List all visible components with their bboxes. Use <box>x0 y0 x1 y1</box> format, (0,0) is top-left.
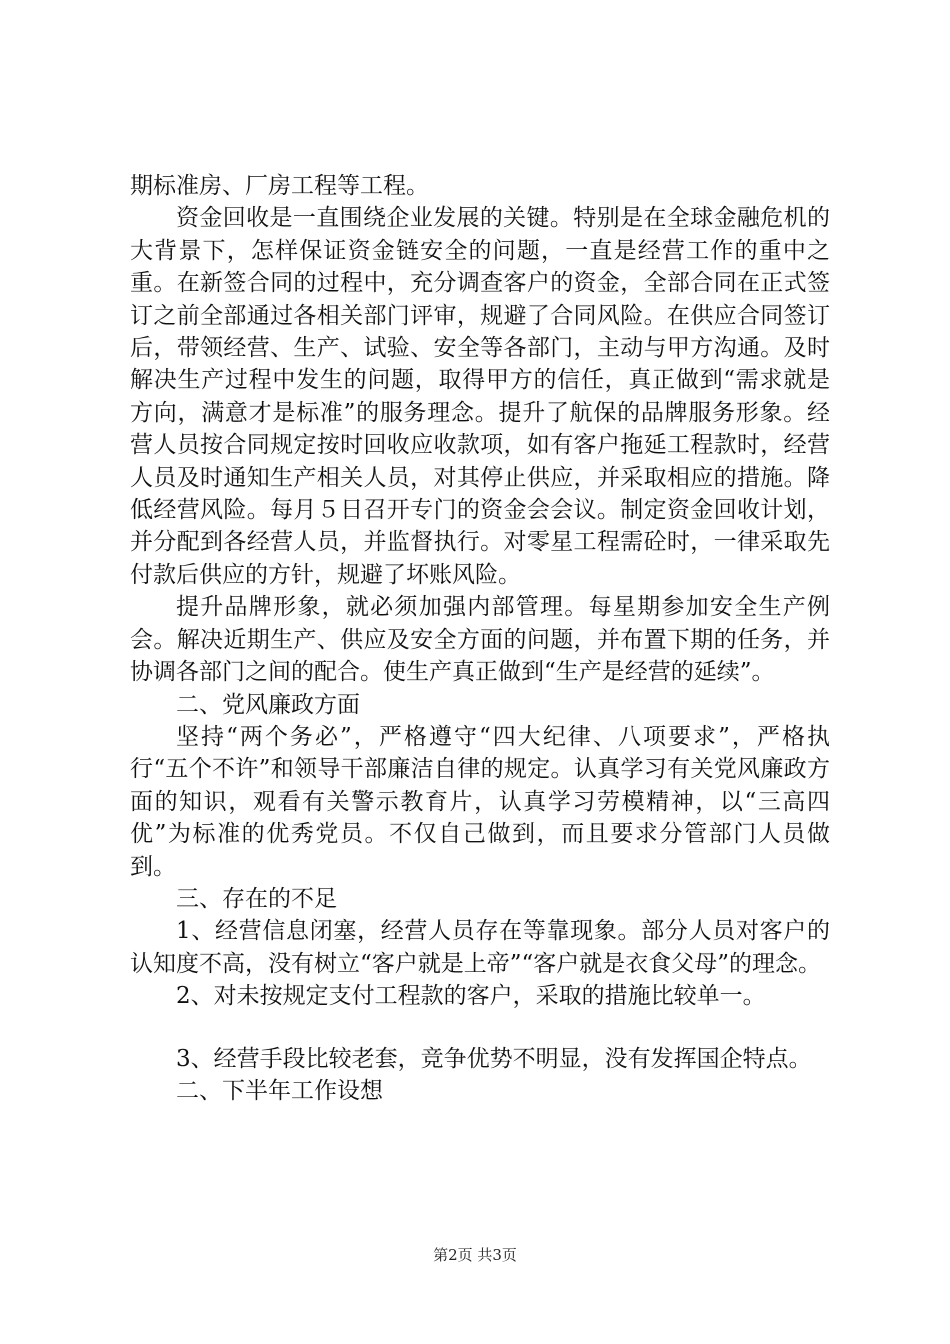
paragraph: 提升品牌形象，就必须加强内部管理。每星期参加安全生产例会。解决近期生产、供应及安全方面的问题，并布置下期的任务，并协调各部门之间的配合。使生产真正做到“生产是经营的延续”。 <box>130 594 830 686</box>
paragraph: 坚持“两个务必”，严格遵守“四大纪律、八项要求”，严格执行“五个不许”和领导干部廉洁自律的规定。认真学习有关党风廉政方面的知识，观看有关警示教育片，认真学习劳模精神，以“三高四优”为标准的优秀党员。不仅自己做到，而且要求分管部门人员做到。 <box>130 723 830 880</box>
paragraph: 资金回收是一直围绕企业发展的关键。特别是在全球金融危机的大背景下，怎样保证资金链安全的问题，一直是经营工作的重中之重。在新签合同的过程中，充分调查客户的资金，全部合同在正式签订之前全部通过各相关部门评审，规避了合同风险。在供应合同签订后，带领经营、生产、试验、安全等各部门，主动与甲方沟通。及时解决生产过程中发生的问题，取得甲方的信任，真正做到“需求就是方向，满意才是标准”的服务理念。提升了航保的品牌服务形象。经营人员按合同规定按时回收应收款项，如有客户拖延工程款时，经营人员及时通知生产相关人员，对其停止供应，并采取相应的措施。降低经营风险。每月５日召开专门的资金会会议。制定资金回收计划，并分配到各经营人员，并监督执行。对零星工程需砼时，一律采取先付款后供应的方针，规避了坏账风险。 <box>130 205 830 588</box>
list-item: 2、对未按规定支付工程款的客户，采取的措施比较单一。 <box>176 983 766 1010</box>
section-heading: 二、下半年工作设想 <box>176 1077 383 1104</box>
section-heading: 二、党风廉政方面 <box>176 691 360 718</box>
list-item: 1、经营信息闭塞，经营人员存在等靠现象。部分人员对客户的认知度不高，没有树立“客户就是上帝”“客户就是衣食父母”的理念。 <box>130 918 830 977</box>
paragraph: 期标准房、厂房工程等工程。 <box>130 173 429 199</box>
document-body <box>130 170 830 1107</box>
page-number-footer: 第2页 共3页 <box>433 1246 517 1264</box>
section-heading: 三、存在的不足 <box>176 885 337 912</box>
list-item: 3、经营手段比较老套，竞争优势不明显，没有发挥国企特点。 <box>176 1045 812 1072</box>
